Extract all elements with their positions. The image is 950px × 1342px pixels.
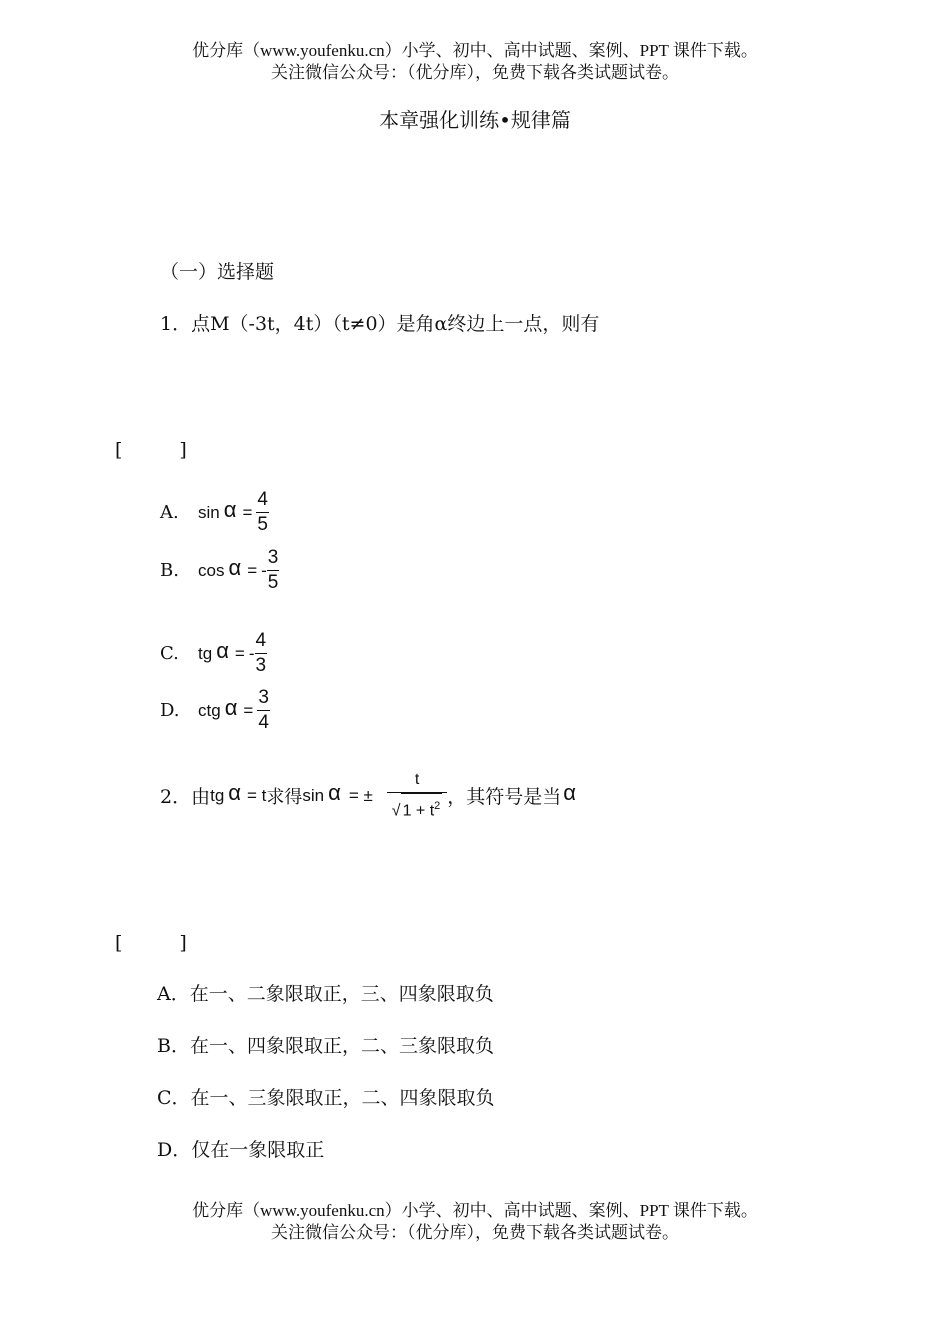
question-2-option-d: D．仅在一象限取正 bbox=[157, 1139, 325, 1161]
option-alpha: α bbox=[228, 554, 242, 580]
question-1-bracket: [ ] bbox=[115, 439, 187, 461]
option-sign: - bbox=[248, 643, 255, 663]
fraction-denominator: 5 bbox=[267, 572, 279, 593]
exponent: 2 bbox=[434, 800, 441, 812]
fraction-numerator: 3 bbox=[267, 546, 280, 571]
option-label: D. bbox=[160, 700, 180, 721]
option-function: ctg bbox=[198, 700, 221, 720]
option-alpha: α bbox=[224, 694, 238, 720]
option-fraction bbox=[255, 629, 268, 678]
footer-line-1: 优分库（www.youfenku.cn）小学、初中、高中试题、案例、PPT 课件下载。 bbox=[192, 1201, 758, 1220]
fraction-numerator: t bbox=[387, 768, 447, 793]
question-2-stem bbox=[160, 768, 576, 823]
header-line-1: 优分库（www.youfenku.cn）小学、初中、高中试题、案例、PPT 课件下载。 bbox=[192, 41, 758, 60]
question-2-suffix: ，其符号是当 bbox=[447, 786, 562, 809]
header-line-2: 关注微信公众号：（优分库），免费下载各类试题试卷。 bbox=[271, 63, 679, 82]
question-2-option-b: B．在一、四象限取正，二、三象限取负 bbox=[157, 1035, 494, 1057]
alpha-symbol: α bbox=[228, 779, 241, 805]
option-label: A. bbox=[160, 502, 179, 523]
question-2-option-a: A．在一、二象限取正，三、四象限取负 bbox=[157, 983, 494, 1005]
question-1-option-a bbox=[160, 488, 269, 537]
equals-plus-minus: = ± bbox=[348, 785, 373, 805]
radicand-base: 1 + t bbox=[402, 802, 435, 820]
question-2-bracket: [ ] bbox=[115, 932, 187, 954]
fraction-numerator: 4 bbox=[256, 488, 269, 513]
option-alpha: α bbox=[223, 496, 237, 522]
option-label: B. bbox=[160, 560, 179, 581]
tangent-function: tg bbox=[210, 785, 225, 805]
fraction-denominator: √ $1 + t^2$ bbox=[391, 793, 443, 823]
question-1-stem: 1．点M（-3t，4t）（t≠0）是角α终边上一点，则有 bbox=[160, 313, 600, 335]
alpha-symbol: α bbox=[328, 779, 341, 805]
equals-t: = t bbox=[247, 785, 267, 805]
option-alpha: α bbox=[216, 637, 229, 663]
fraction-denominator: 3 bbox=[255, 655, 267, 676]
fraction-numerator: 4 bbox=[255, 629, 268, 654]
option-fraction bbox=[267, 546, 280, 595]
option-function: cos bbox=[198, 560, 225, 580]
question-2-option-c: C．在一、三象限取正，二、四象限取负 bbox=[157, 1087, 495, 1109]
fraction-denominator: 5 bbox=[257, 514, 268, 535]
option-sign: - bbox=[261, 560, 267, 580]
option-function: tg bbox=[198, 643, 213, 663]
question-1-option-c bbox=[160, 629, 267, 678]
section-heading: （一）选择题 bbox=[160, 261, 275, 283]
option-equals: = bbox=[234, 643, 245, 663]
radicand bbox=[401, 793, 443, 823]
alpha-symbol: α bbox=[563, 779, 576, 805]
qiu-de-text: 求得 bbox=[266, 786, 303, 808]
footer-line-2: 关注微信公众号：（优分库），免费下载各类试题试卷。 bbox=[271, 1223, 679, 1242]
question-1-option-b bbox=[160, 546, 279, 595]
option-equals: = bbox=[247, 560, 258, 580]
option-fraction bbox=[256, 488, 269, 537]
question-1-option-d bbox=[160, 686, 270, 735]
question-2-prefix: 2．由 bbox=[160, 786, 211, 809]
option-fraction bbox=[257, 686, 270, 735]
option-equals: = bbox=[242, 502, 253, 522]
fraction-numerator: 3 bbox=[257, 686, 270, 711]
page-title: 本章强化训练•规律篇 bbox=[379, 108, 571, 132]
sine-function: sin bbox=[302, 785, 325, 805]
formula-fraction bbox=[387, 768, 447, 823]
option-label: C. bbox=[160, 643, 179, 664]
option-function: sin bbox=[198, 502, 220, 522]
option-equals: = bbox=[243, 700, 254, 720]
fraction-denominator: 4 bbox=[258, 712, 269, 733]
